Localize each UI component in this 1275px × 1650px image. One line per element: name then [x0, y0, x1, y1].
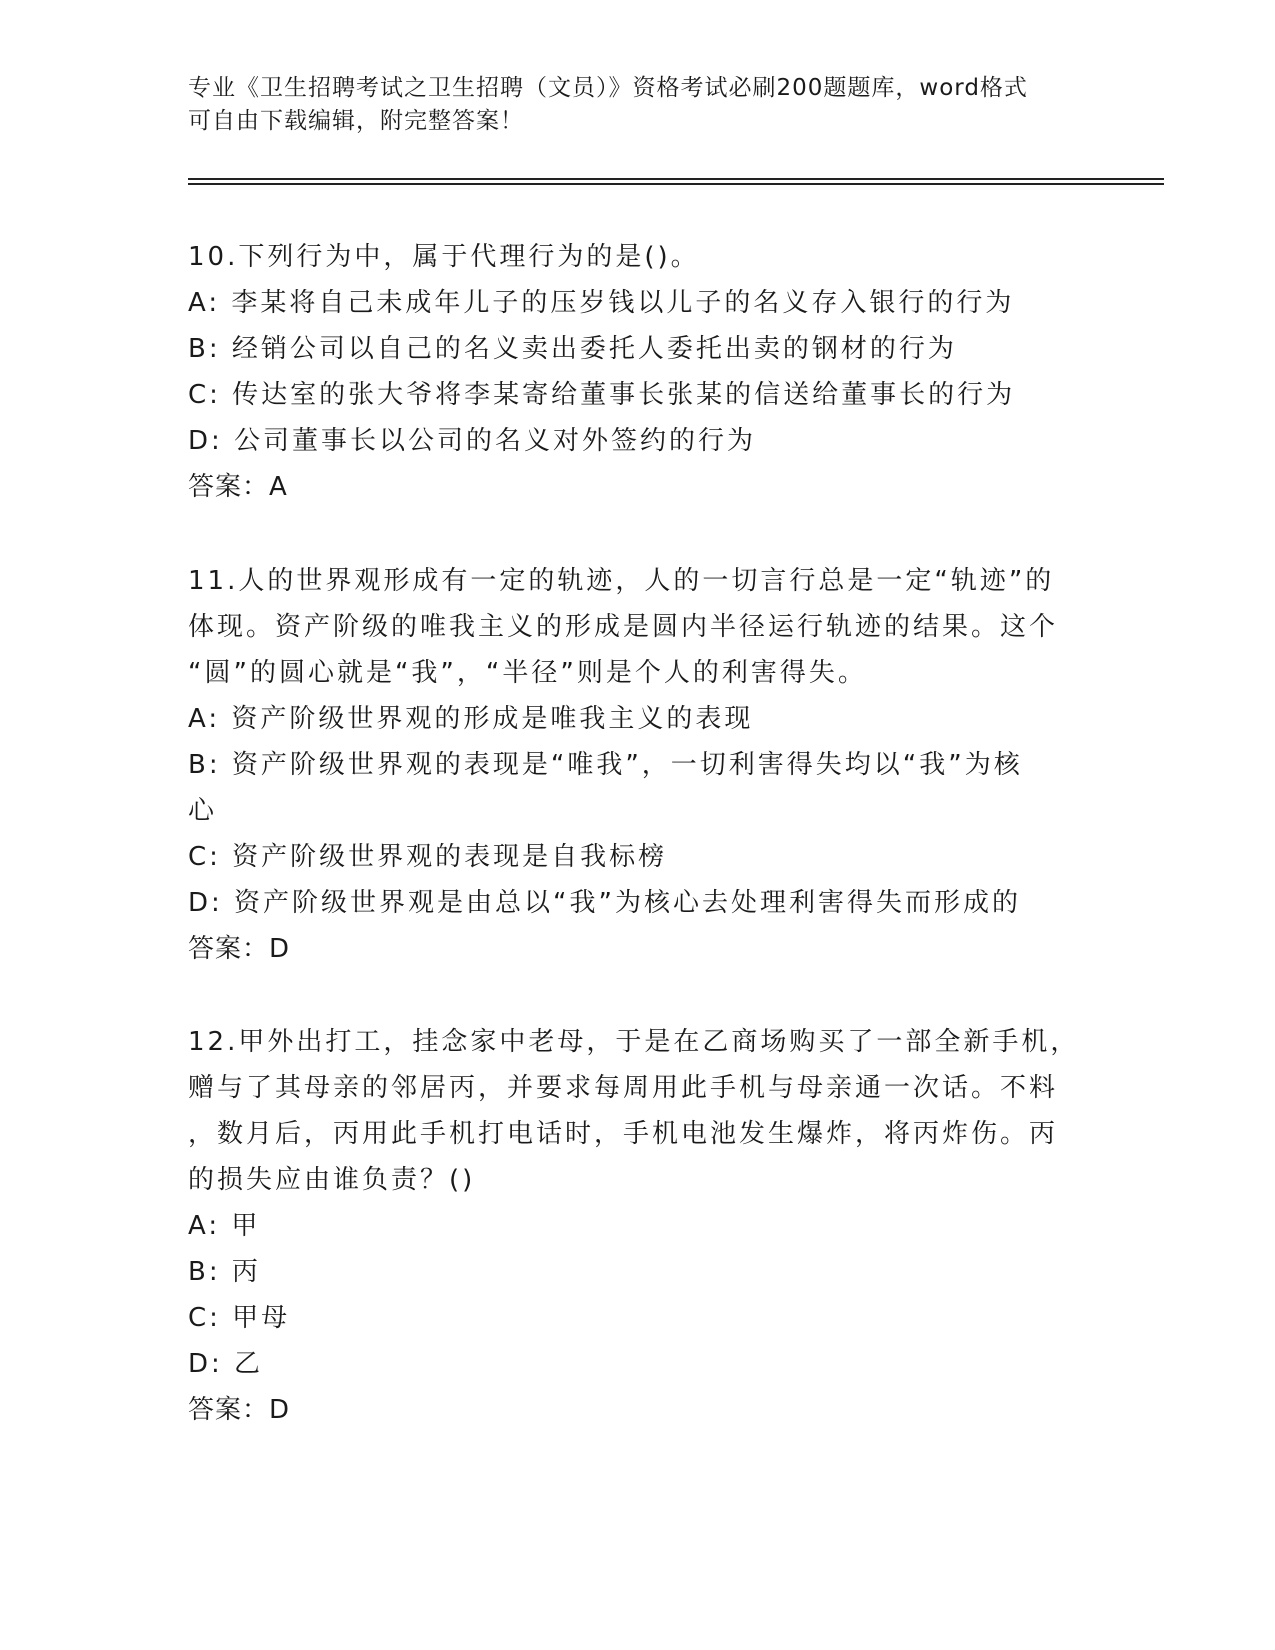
option-a: A: 资产阶级世界观的形成是唯我主义的表现: [188, 704, 754, 734]
option-c: C: 资产阶级世界观的表现是自我标榜: [188, 842, 668, 872]
answer-line: [188, 1387, 1088, 1433]
answer-label: 答案：: [188, 934, 270, 964]
question-10: [188, 234, 1088, 510]
answer-line: [188, 926, 1088, 972]
question-stem: 10.下列行为中，属于代理行为的是()。: [188, 242, 700, 272]
question-stem: 11.人的世界观形成有一定的轨迹，人的一切言行总是一定“轨迹”的: [188, 566, 1055, 596]
option-b: B: 资产阶级世界观的表现是“唯我”，一切利害得失均以“我”为核: [188, 750, 1023, 780]
question-stem: 体现。资产阶级的唯我主义的形成是圆内半径运行轨迹的结果。这个: [188, 612, 1059, 642]
answer-label: 答案：: [188, 472, 270, 502]
option-d: D: 资产阶级世界观是由总以“我”为核心去处理利害得失而形成的: [188, 888, 1021, 918]
question-11: [188, 558, 1088, 972]
question-stem: “圆”的圆心就是“我”，“半径”则是个人的利害得失。: [188, 658, 867, 688]
option-b: B: 丙: [188, 1257, 261, 1287]
answer-line: [188, 464, 1088, 510]
option-d: D: 乙: [188, 1349, 264, 1379]
option-b-continued: 心: [188, 796, 218, 826]
document-header: [188, 72, 1068, 138]
option-a: A: 李某将自己未成年儿子的压岁钱以儿子的名义存入银行的行为: [188, 288, 1015, 318]
question-stem: 的损失应由谁负责？(): [188, 1165, 476, 1195]
answer-label: 答案：: [188, 1395, 270, 1425]
option-c: C: 甲母: [188, 1303, 291, 1333]
question-12: [188, 1019, 1088, 1433]
header-divider-top: [188, 178, 1164, 180]
answer-value: D: [269, 934, 291, 964]
question-stem: 12.甲外出打工，挂念家中老母，于是在乙商场购买了一部全新手机，: [188, 1027, 1080, 1057]
question-stem: 赠与了其母亲的邻居丙，并要求每周用此手机与母亲通一次话。不料: [188, 1073, 1059, 1103]
option-d: D: 公司董事长以公司的名义对外签约的行为: [188, 426, 757, 456]
answer-value: A: [269, 472, 288, 502]
question-stem: ，数月后，丙用此手机打电话时，手机电池发生爆炸，将丙炸伤。丙: [188, 1119, 1059, 1149]
header-title-line-2: 可自由下载编辑，附完整答案！: [188, 108, 524, 134]
header-title-line-1: 专业《卫生招聘考试之卫生招聘（文员）》资格考试必刷200题题库，word格式: [188, 75, 1028, 101]
answer-value: D: [269, 1395, 291, 1425]
option-b: B: 经销公司以自己的名义卖出委托人委托出卖的钢材的行为: [188, 334, 957, 364]
option-c: C: 传达室的张大爷将李某寄给董事长张某的信送给董事长的行为: [188, 380, 1016, 410]
header-divider-bottom: [188, 183, 1164, 185]
option-a: A: 甲: [188, 1211, 261, 1241]
